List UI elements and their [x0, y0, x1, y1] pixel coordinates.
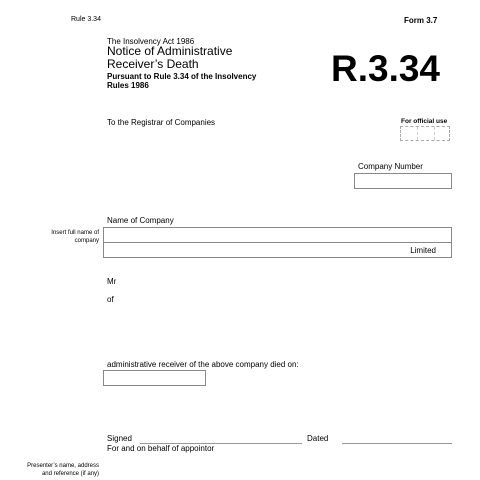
form-number: Form 3.7 [404, 16, 438, 25]
company-name-field[interactable] [103, 227, 452, 243]
dated-line[interactable] [342, 443, 452, 444]
death-statement: administrative receiver of the above company died on: [107, 360, 299, 369]
official-box-divider [417, 127, 419, 140]
form-title: Notice of Administrative Receiver’s Death [107, 44, 233, 71]
company-name-field-line2[interactable] [103, 242, 452, 258]
death-date-field[interactable] [103, 370, 206, 386]
company-name-note: Insert full name of company [51, 230, 99, 244]
mr-label: Mr [107, 277, 117, 286]
company-name-label: Name of Company [107, 216, 174, 225]
form-subtitle: Pursuant to Rule 3.34 of the Insolvency Rules 1986 [107, 72, 257, 90]
of-label: of [107, 295, 114, 304]
rule-reference: Rule 3.34 [71, 16, 101, 23]
registrar-line: To the Registrar of Companies [107, 118, 216, 127]
official-use-label: For official use [401, 118, 448, 125]
company-number-field[interactable] [354, 173, 452, 189]
official-use-box [400, 126, 450, 141]
on-behalf-label: For and on behalf of appointor [107, 444, 215, 453]
official-box-divider [434, 127, 436, 140]
company-number-label: Company Number [358, 162, 423, 171]
signed-label: Signed [107, 434, 132, 443]
presenter-note: Presenter’s name, address and reference (if any) [27, 463, 99, 477]
act-name: The Insolvency Act 1986 [107, 37, 195, 46]
dated-label: Dated [307, 434, 329, 443]
limited-suffix: Limited [410, 246, 436, 255]
form-code: R.3.34 [331, 48, 441, 89]
